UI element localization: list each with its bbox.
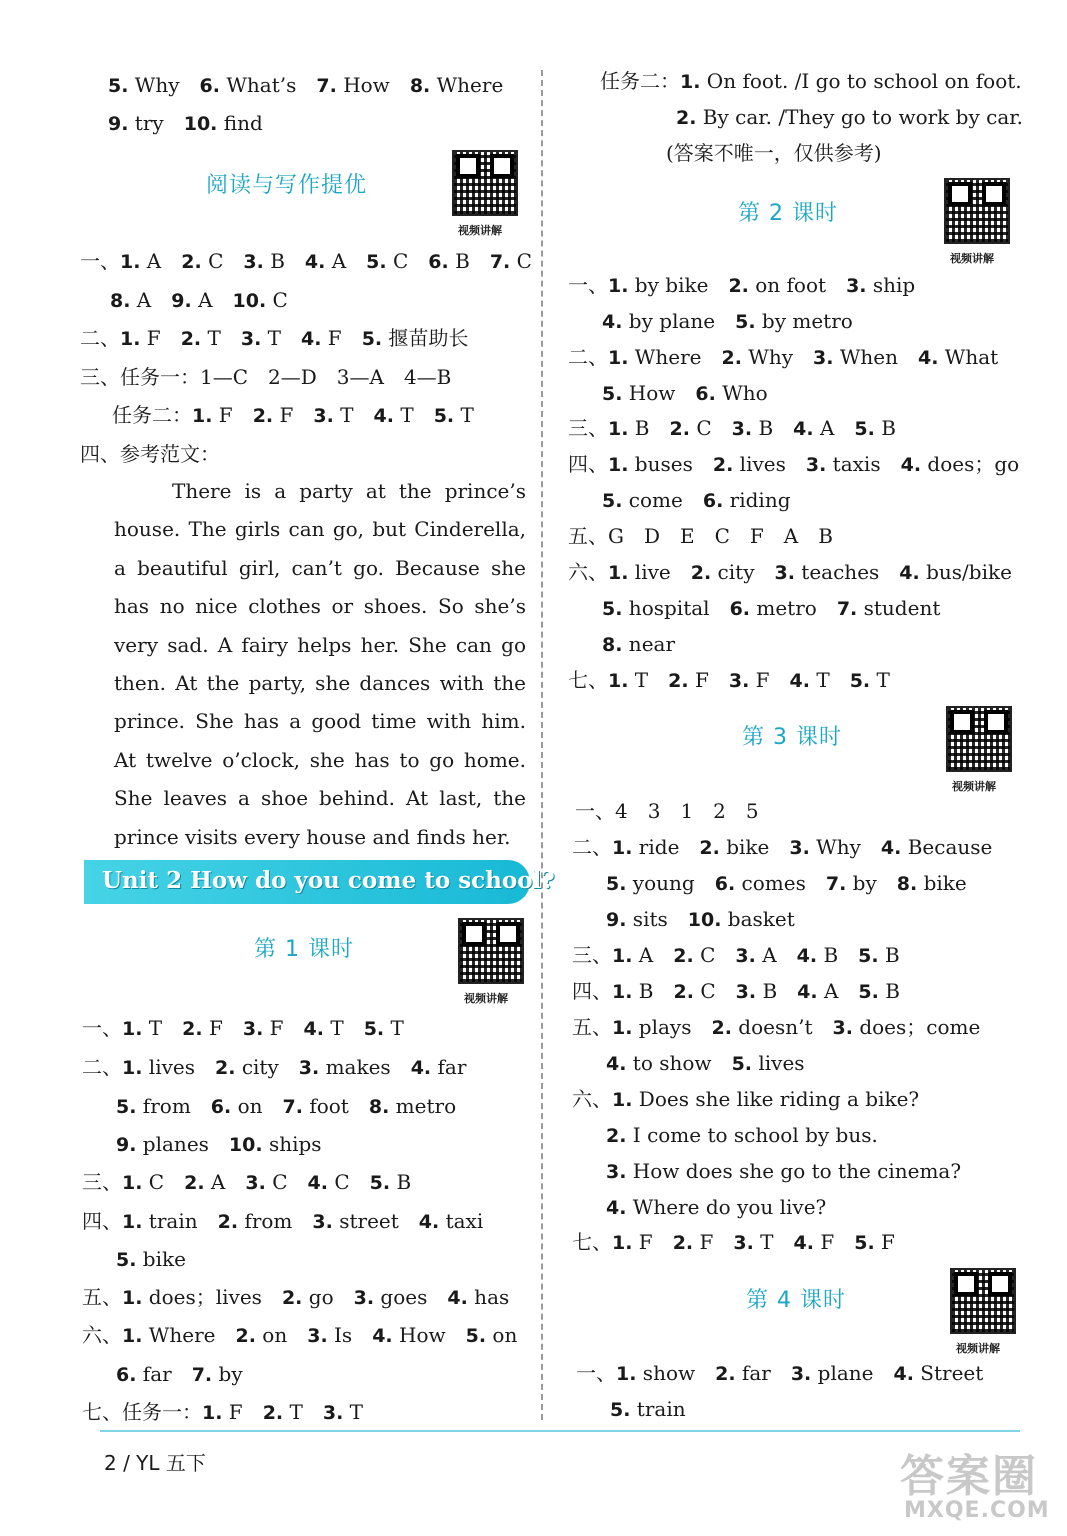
answer-line: 七、1. T 2. F 3. F 4. T 5. T bbox=[568, 668, 890, 692]
section-heading: 第 1 课时 bbox=[254, 937, 354, 962]
qr-code-icon[interactable] bbox=[950, 1268, 1016, 1334]
answer-line: 9. planes 10. ships bbox=[116, 1132, 322, 1156]
watermark-url: MXQE.COM bbox=[904, 1498, 1050, 1523]
answer-line: 8. A 9. A 10. C bbox=[110, 288, 288, 312]
answer-line: 8. near bbox=[602, 632, 676, 656]
answer-line: (答案不唯一，仅供参考) bbox=[666, 141, 882, 165]
qr-code-icon[interactable] bbox=[452, 150, 518, 216]
page-footer: 2 / YL 五下 bbox=[104, 1451, 206, 1475]
watermark-logo bbox=[900, 1440, 1060, 1530]
answer-line: 一、4 3 1 2 5 bbox=[575, 799, 759, 823]
answer-line: 6. far 7. by bbox=[116, 1362, 243, 1386]
answer-line: 5. train bbox=[610, 1397, 686, 1421]
answer-line: 二、1. ride 2. bike 3. Why 4. Because bbox=[572, 835, 993, 859]
answer-line: 2. By car. /They go to work by car. bbox=[676, 105, 1023, 129]
answer-line: 一、1. A 2. C 3. B 4. A 5. C 6. B 7. C bbox=[80, 249, 532, 273]
answer-line: 三、1. B 2. C 3. B 4. A 5. B bbox=[568, 416, 896, 440]
answer-line: 六、1. live 2. city 3. teaches 4. bus/bike bbox=[568, 560, 1012, 584]
answer-line: 四、参考范文： bbox=[80, 442, 220, 466]
qr-code-icon[interactable] bbox=[944, 178, 1010, 244]
answer-line: 5. come 6. riding bbox=[602, 488, 791, 512]
answer-line: 5. hospital 6. metro 7. student bbox=[602, 596, 941, 620]
answer-line: 一、1. show 2. far 3. plane 4. Street bbox=[576, 1361, 984, 1385]
answer-line: 五、G D E C F A B bbox=[568, 524, 833, 548]
qr-code-icon[interactable] bbox=[458, 918, 524, 984]
answer-line: 三、1. C 2. A 3. C 4. C 5. B bbox=[82, 1170, 412, 1194]
answer-line: 9. try 10. find bbox=[108, 111, 263, 135]
answer-line: 五、1. does；lives 2. go 3. goes 4. has bbox=[82, 1285, 510, 1309]
answer-line: 4. by plane 5. by metro bbox=[602, 309, 853, 333]
answer-line: 5. bike bbox=[116, 1247, 186, 1271]
section-heading: 第 4 课时 bbox=[746, 1288, 846, 1313]
qr-video-label: 视频讲解 bbox=[464, 992, 508, 1005]
unit-banner bbox=[84, 860, 555, 904]
answer-line: 2. I come to school by bus. bbox=[606, 1123, 878, 1147]
answer-line: 二、1. F 2. T 3. T 4. F 5. 揠苗助长 bbox=[80, 326, 469, 350]
answer-line: 四、1. B 2. C 3. B 4. A 5. B bbox=[572, 979, 900, 1003]
answer-line: 二、1. lives 2. city 3. makes 4. far bbox=[82, 1055, 467, 1079]
qr-code-icon[interactable] bbox=[946, 706, 1012, 772]
answer-line: 3. How does she go to the cinema? bbox=[606, 1159, 962, 1183]
qr-video-label: 视频讲解 bbox=[952, 780, 996, 793]
qr-video-label: 视频讲解 bbox=[956, 1342, 1000, 1355]
answer-line: 任务二：1. F 2. F 3. T 4. T 5. T bbox=[112, 403, 474, 427]
answer-line: 5. young 6. comes 7. by 8. bike bbox=[606, 871, 967, 895]
answer-line: 七、任务一：1. F 2. T 3. T bbox=[82, 1400, 363, 1424]
section-heading: 第 3 课时 bbox=[742, 725, 842, 750]
answer-line: 三、1. A 2. C 3. A 4. B 5. B bbox=[572, 943, 900, 967]
footer-rule bbox=[100, 1430, 1020, 1432]
answer-line: 5. Why 6. What’s 7. How 8. Where bbox=[108, 73, 504, 97]
answer-line: 一、1. T 2. F 3. F 4. T 5. T bbox=[82, 1016, 404, 1040]
answer-line: 七、1. F 2. F 3. T 4. F 5. F bbox=[572, 1230, 895, 1254]
answer-line: 5. How 6. Who bbox=[602, 381, 768, 405]
qr-video-label: 视频讲解 bbox=[950, 252, 994, 265]
column-divider bbox=[541, 70, 543, 1420]
section-heading: 第 2 课时 bbox=[738, 201, 838, 226]
watermark-text: 答案圈 bbox=[900, 1451, 1038, 1502]
answer-line: 4. to show 5. lives bbox=[606, 1051, 805, 1075]
answer-line: 一、1. by bike 2. on foot 3. ship bbox=[568, 273, 916, 297]
answer-line: 六、1. Where 2. on 3. Is 4. How 5. on bbox=[82, 1323, 518, 1347]
unit-banner-title: Unit 2 How do you come to school? bbox=[102, 867, 555, 894]
answer-line: 四、1. train 2. from 3. street 4. taxi bbox=[82, 1209, 484, 1233]
qr-video-label: 视频讲解 bbox=[458, 224, 502, 237]
answer-line: 三、任务一：1—C 2—D 3—A 4—B bbox=[80, 365, 452, 389]
model-essay: There is a party at the prince’s house. The girls can go, but Cinderella, a beautiful girl, can’t go. Because she has no nice clothes or shoes. So she’s very sad. A fairy helps her. She can go then. At the party, she dances with the prince. She has a good time with him. At twelve o’clock, she has to go home. She leaves a shoe behind. At last, the prince visits every house and finds her. bbox=[114, 479, 526, 849]
answer-line: 二、1. Where 2. Why 3. When 4. What bbox=[568, 345, 999, 369]
answer-line: 9. sits 10. basket bbox=[606, 907, 795, 931]
section-heading: 阅读与写作提优 bbox=[206, 173, 368, 198]
answer-line: 5. from 6. on 7. foot 8. metro bbox=[116, 1094, 457, 1118]
answer-line: 六、1. Does she like riding a bike? bbox=[572, 1087, 920, 1111]
answer-line: 四、1. buses 2. lives 3. taxis 4. does；go bbox=[568, 452, 1020, 476]
answer-line: 4. Where do you live? bbox=[606, 1195, 827, 1219]
answer-line: 任务二：1. On foot. /I go to school on foot. bbox=[600, 69, 1022, 93]
answer-line: 五、1. plays 2. doesn’t 3. does；come bbox=[572, 1015, 981, 1039]
